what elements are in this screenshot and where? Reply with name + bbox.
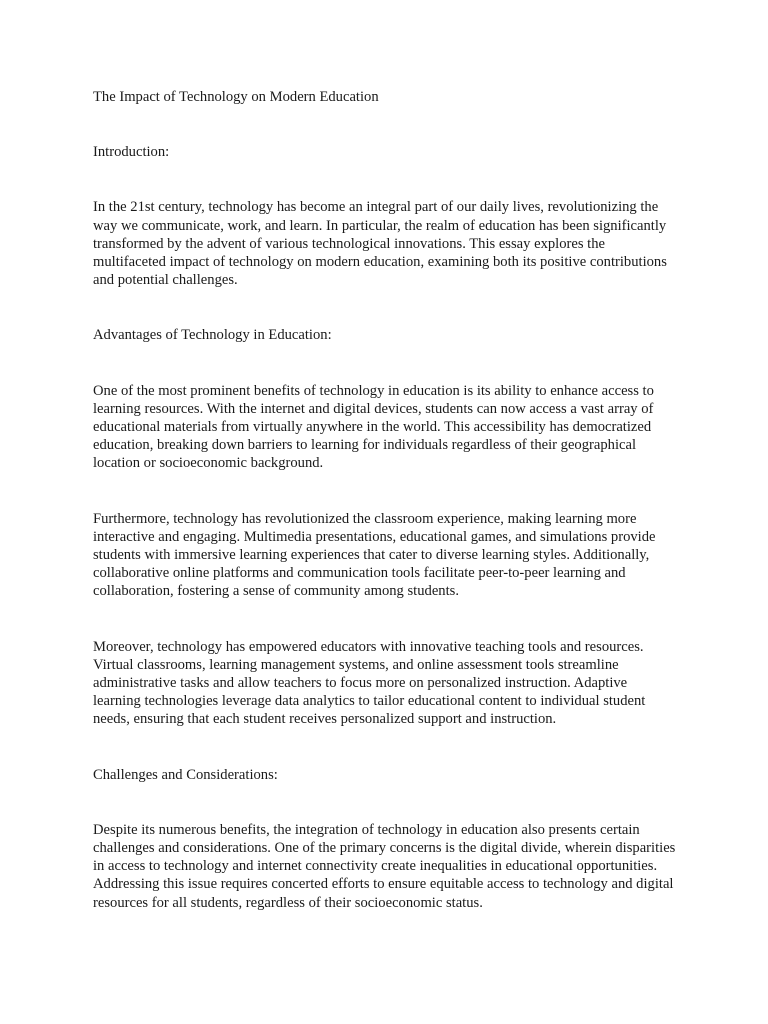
section-heading-introduction: Introduction: (93, 144, 170, 161)
document-title: The Impact of Technology on Modern Education (93, 89, 379, 105)
paragraph: Furthermore, technology has revolutionized the classroom experience, making learning more interactive and engaging. Multimedia presentations, educational games, and simulations provide students with immersive learning experiences that cater to diverse learning styles. Additionally, collaborative online platforms and communication tools facilitate peer-to-peer learning and collaboration, fostering a sense of community among students. (93, 510, 656, 600)
section-heading-challenges: Challenges and Considerations: (93, 766, 278, 783)
document-body (93, 88, 678, 912)
paragraph: Moreover, technology has empowered educators with innovative teaching tools and resources. Virtual classrooms, learning management systems, and online assessment tools streamline administrative tasks and allow teachers to focus more on personalized instruction. Adaptive learning technologies leverage data analytics to tailor educational content to individual student needs, ensuring that each student receives personalized support and instruction. (93, 638, 646, 728)
paragraph: One of the most prominent benefits of technology in education is its ability to enhance access to learning resources. With the internet and digital devices, students can now access a vast array of educational materials from virtually anywhere in the world. This accessibility has democratized education, breaking down barriers to learning for individuals regardless of their geographical location or socioeconomic background. (93, 382, 654, 472)
section-heading-advantages: Advantages of Technology in Education: (93, 327, 332, 344)
paragraph: In the 21st century, technology has become an integral part of our daily lives, revolutionizing the way we communicate, work, and learn. In particular, the realm of education has been significantly transformed by the advent of various technological innovations. This essay explores the multifaceted impact of technology on modern education, examining both its positive contributions and potential challenges. (93, 199, 667, 289)
paragraph: Despite its numerous benefits, the integration of technology in education also presents certain challenges and considerations. One of the primary concerns is the digital divide, wherein disparities in access to technology and internet connectivity create inequalities in educational opportunities. Addressing this issue requires concerted efforts to ensure equitable access to technology and digital resources for all students, regardless of their socioeconomic status. (93, 821, 676, 911)
